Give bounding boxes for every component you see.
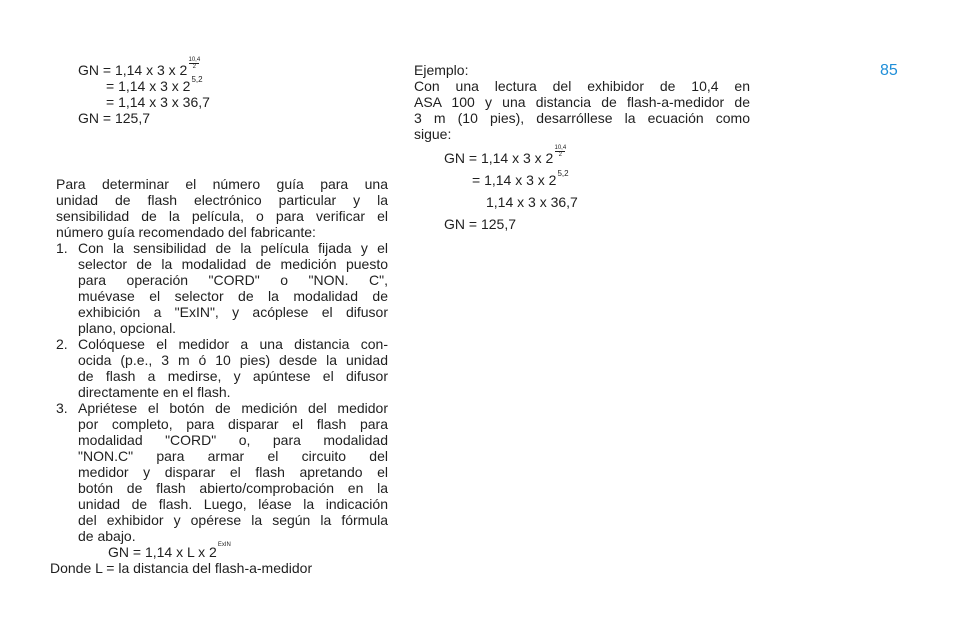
step-number-2: 2. <box>56 336 68 352</box>
fraction-denominator: 2 <box>558 152 563 158</box>
example-line-2: ASA 100 y una distancia de flash-a-medidor de <box>414 94 750 110</box>
formula-text: GN = 1,14 x L x 2 <box>108 544 217 560</box>
left-equation-line-1 <box>78 57 201 78</box>
step-3-line-9: de abajo. <box>78 528 136 544</box>
distance-definition: Donde L = la distancia del flash-a-medidor <box>50 560 313 576</box>
step-3-line-5: medidor y disparar el flash apretando el <box>78 464 388 480</box>
example-line-3: 3 m (10 pies), desarróllese la ecuación como <box>414 110 750 126</box>
superscript-exponent: 5,2 <box>557 169 569 178</box>
step-3-line-1: Apriétese el botón de medición del medidor <box>78 400 388 416</box>
intro-line-4: número guía recomendado del fabricante: <box>56 224 316 240</box>
step-3-line-2: por completo, para disparar el flash para <box>78 416 388 432</box>
step-1-line-4: muévase el selector de la modalidad de <box>78 288 388 304</box>
step-2-line-2: ocida (p.e., 3 m ó 10 pies) desde la unidad <box>78 352 388 368</box>
step-1-line-6: plano, opcional. <box>78 320 177 336</box>
right-equation-line-2-text: = 1,14 x 3 x 2 <box>472 172 557 188</box>
right-equation-line-2 <box>472 169 569 188</box>
step-3-line-8: del exhibidor y opérese la según la fórmula <box>78 512 388 528</box>
step-2-line-1: Colóquese el medidor a una distancia con- <box>78 336 388 352</box>
step-3-line-4: "NON.C" para armar el circuito del <box>78 448 388 464</box>
example-line-1: Con una lectura del exhibidor de 10,4 en <box>414 78 750 94</box>
left-equation-line-3: = 1,14 x 3 x 36,7 <box>106 94 210 110</box>
left-equation-line-2-text: = 1,14 x 3 x 2 <box>106 78 191 94</box>
page-number: 85 <box>880 62 898 79</box>
fraction-denominator: 2 <box>192 64 197 70</box>
right-equation-line-1-text: GN = 1,14 x 3 x 2 <box>444 150 554 166</box>
step-2-line-4: directamente en el flash. <box>78 384 231 400</box>
right-equation-line-3: 1,14 x 3 x 36,7 <box>486 194 578 210</box>
step-number-3: 3. <box>56 400 68 416</box>
intro-line-1: Para determinar el número guía para una <box>56 176 388 192</box>
right-equation-line-4: GN = 125,7 <box>444 216 516 232</box>
left-equation-line-1-text: GN = 1,14 x 3 x 2 <box>78 62 188 78</box>
step-1-line-1: Con la sensibilidad de la película fijada y el <box>78 240 388 256</box>
step-3-line-3: modalidad "CORD" o, para modalidad <box>78 432 388 448</box>
fraction-numerator: 10,4 <box>554 145 567 151</box>
fraction-exponent <box>554 145 567 164</box>
step-3-line-7: unidad de flash. Luego, léase la indicación <box>78 496 388 512</box>
right-equation-line-1 <box>444 145 567 166</box>
fraction-numerator: 10,4 <box>188 57 201 63</box>
example-heading: Ejemplo: <box>414 62 469 78</box>
formula-exponent: ExIN <box>217 542 231 548</box>
formula <box>108 544 231 560</box>
step-1-line-3: para operación "CORD" o "NON. C", <box>78 272 388 288</box>
left-equation-line-4: GN = 125,7 <box>78 110 150 126</box>
fraction-exponent <box>188 57 201 76</box>
example-line-4: sigue: <box>414 126 452 142</box>
step-number-1: 1. <box>56 240 68 256</box>
superscript-exponent: 5,2 <box>191 75 203 84</box>
step-3-line-6: botón de flash abierto/comprobación en la <box>78 480 388 496</box>
intro-line-3: sensibilidad de la película, o para verificar el <box>56 208 388 224</box>
intro-line-2: unidad de flash electrónico particular y la <box>56 192 388 208</box>
step-1-line-2: selector de la modalidad de medición puesto <box>78 256 388 272</box>
step-1-line-5: exhibición a "ExIN", y acóplese el difusor <box>78 304 388 320</box>
step-2-line-3: de flash a medirse, y apúntese el difusor <box>78 368 388 384</box>
left-equation-line-2 <box>106 75 203 94</box>
